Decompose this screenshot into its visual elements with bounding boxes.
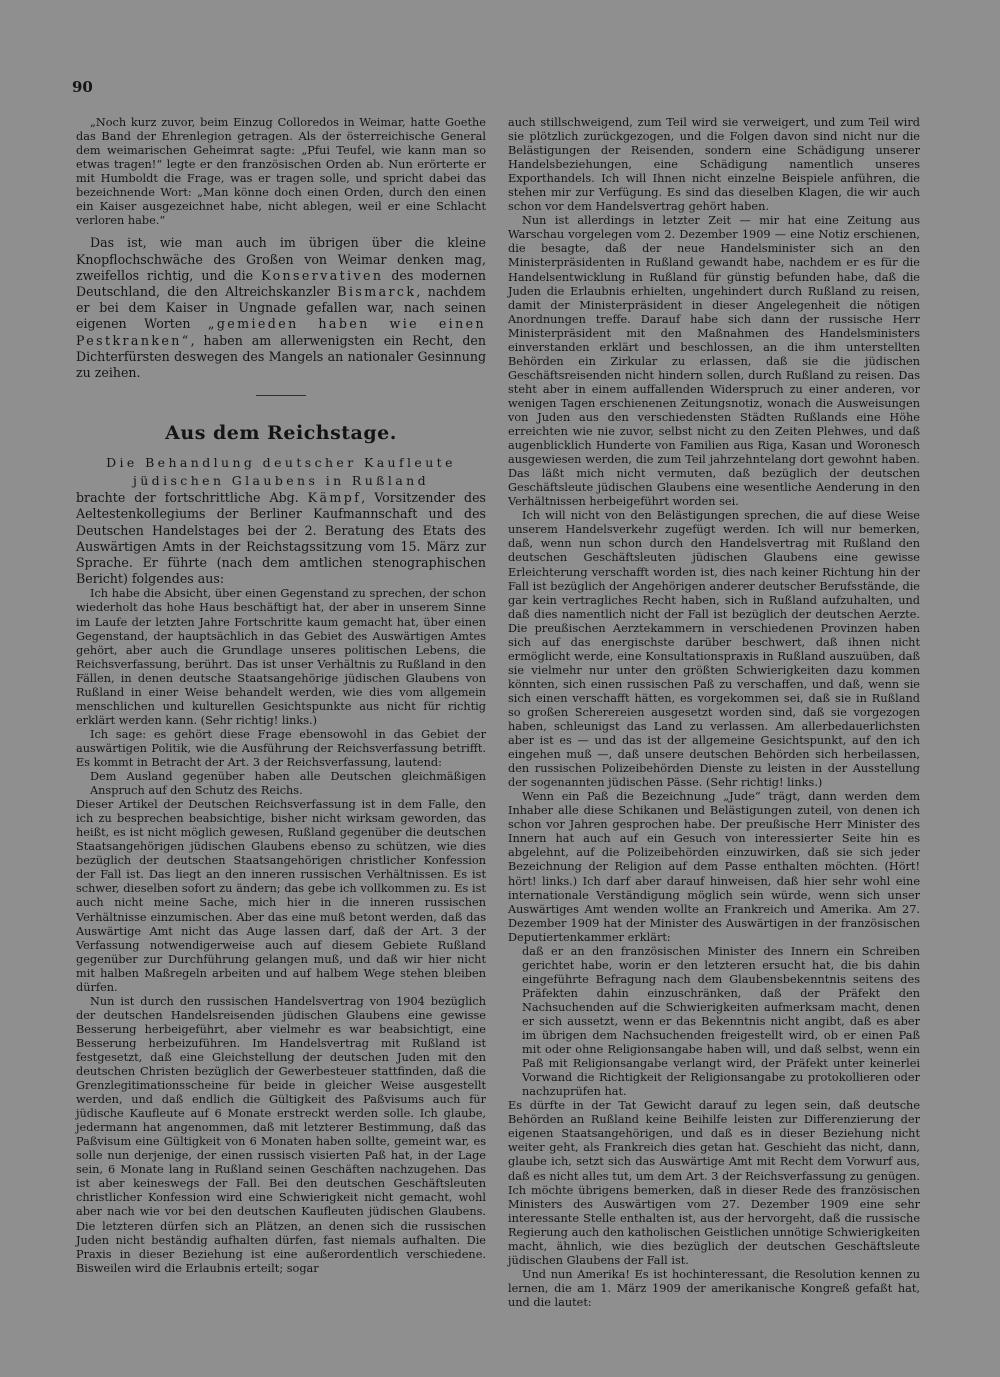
speech-paragraph: Wenn ein Paß die Bezeichnung „Jude“ trägt, dann werden dem Inhaber alle diese Schikanen und Belästigungen zuteil, von denen ich schon vor Jahren gesprochen habe. Der preußische Herr Minister des Innern hat auch auf ein Gesuch von interessierter Seite hin es abgelehnt, auf die Polizeibehörden einzuwirken, daß sie sich jeder Bezeichnung der Religion auf dem Passe enthalten möchten. (Hört! hört! links.) Ich darf aber darauf hinweisen, daß hier sehr wohl eine internationale Verständigung möglich sein würde, wenn sich unser Auswärtiges Amt wenden wollte an Frankreich und Amerika. Am 27. Dezember 1909 hat der Minister des Auswärtigen in der französischen Deputiertenkammer erklärt: [508, 790, 920, 944]
speech-paragraph: auch stillschweigend, zum Teil wird sie verweigert, und zum Teil wird sie plötzlich zurückgezogen, und die Folgen davon sind nicht nur die Belästigungen der Reisenden, sondern eine Schädigung unserer Handelsbeziehungen, eine Schädigung namentlich unseres Exporthandels. Ich will Ihnen nicht einzelne Beispiele anführen, die stehen mir zur Verfügung. Es sind das dieselben Klagen, die wir auch schon vor dem Handelsvertrag gehört haben. [508, 116, 920, 214]
commentary-paragraph: Das ist, wie man auch im übrigen über die kleine Knopflochschwäche des Großen von Weimar denken mag, zweifellos richtig, und die Konservativen des modernen Deutschland, die den Altreichskanzler Bismarck, nachdem er bei dem Kaiser in Ungnade gefallen war, nach seinen eigenen Worten „gemieden haben wie einen Pestkranken“, haben am allerwenigsten ein Recht, den Dichterfürsten deswegen des Mangels an nationaler Gesinnung zu zeihen. [76, 235, 486, 380]
section-divider [256, 395, 306, 396]
goethe-quote: „Noch kurz zuvor, beim Einzug Colloredos in Weimar, hatte Goethe das Band der Ehrenlegion getragen. Als der österreichische General dem weimarischen Geheimrat sagte: „Pfui Teufel, wie kann man so etwas tragen!“ legte er den französischen Orden ab. Nun erörterte er mit Humboldt die Frage, was er tragen solle, und spricht dabei das bezeichnende Wort: „Man könne doch einen Orden, durch den einen ein Kaiser ausgezeichnet habe, nicht ablegen, weil er eine Schlacht verloren habe.“ [76, 116, 486, 228]
constitution-quote: Dem Ausland gegenüber haben alle Deutschen gleichmäßigen Anspruch auf den Schutz des Reichs. [90, 770, 486, 798]
speech-paragraph: Dieser Artikel der Deutschen Reichsverfassung ist in dem Falle, den ich zu besprechen beabsichtige, bisher nicht wirksam geworden, das heißt, es ist nicht möglich gewesen, Rußland gegenüber die deutschen Staatsangehörigen jüdischen Glaubens ebenso zu schützen, wie dies bezüglich der deutschen Staatsangehörigen christlicher Konfession der Fall ist. Das liegt an den inneren russischen Verhältnissen. Es ist schwer, dieselben sofort zu ändern; das gebe ich vollkommen zu. Es ist auch nicht meine Sache, mich hier in die inneren russischen Verhältnisse einzumischen. Aber das eine muß betont werden, daß das Auswärtige Amt nicht das Auge lassen darf, daß der Art. 3 der Verfassung notwendigerweise auch auf diesem Gebiete Rußland gegenüber zur Durchführung gelangen muß, und daß wir hier nicht mit halben Maßregeln arbeiten und auf halbem Wege stehen bleiben dürfen. [76, 798, 486, 994]
speech-paragraph: Ich sage: es gehört diese Frage ebensowohl in das Gebiet der auswärtigen Politik, wie die Ausführung der Reichsverfassung betrifft. Es kommt in Betracht der Art. 3 der Reichsverfassung, lautend: [76, 727, 486, 769]
speech-paragraph: Ich habe die Absicht, über einen Gegenstand zu sprechen, der schon wiederholt das hohe Haus beschäftigt hat, der aber in unserem Sinne im Laufe der letzten Jahre Fortschritte kaum gemacht hat, über einen Gegenstand, der hauptsächlich in das Gebiet des Auswärtigen Amtes gehört, aber auch die Grundlage unseres politischen Lebens, die Reichsverfassung, berührt. Das ist unser Verhältnis zu Rußland in den Fällen, in denen deutsche Staatsangehörige jüdischen Glaubens von Rußland in einer Weise behandelt werden, wie dies vom allgemein menschlichen und kulturellen Gesichtspunkte aus nicht für richtig erklärt werden kann. (Sehr richtig! links.) [76, 587, 486, 727]
section-title: Aus dem Reichstage. [165, 422, 397, 445]
intro-paragraph: brachte der fortschrittliche Abg. Kämpf, Vorsitzender des Aeltestenkollegiums der Berliner Kaufmannschaft und des Deutschen Handelstages bei der 2. Beratung des Etats des Auswärtigen Amts in der Reichstagssitzung vom 15. März zur Sprache. Er führte (nach dem amtlichen stenographischen Bericht) folgendes aus: [76, 490, 486, 587]
speech-paragraph: Nun ist allerdings in letzter Zeit — mir hat eine Zeitung aus Warschau vorgelegen vom 2. Dezember 1909 — eine Notiz erschienen, die besagte, daß der neue Handelsminister sich an den Ministerpräsidenten in Rußland gewandt habe, nachdem er es für die Handelsentwicklung in Rußland für günstig befunden habe, daß die Juden die Erlaubnis erhielten, ungehindert durch Rußland zu reisen, damit der Ministerpräsident in dieser Angelegenheit die nötigen Anordnungen treffe. Darauf habe sich dann der russische Herr Ministerpräsident mit den Maßnahmen des Handelsministers einverstanden erklärt und beschlossen, an die ihm unterstellten Behörden ein Zirkular zu erlassen, daß sie die jüdischen Geschäftsreisenden nicht hindern sollen, durch Rußland zu reisen. Das steht aber in einem auffallenden Widerspruch zu einer anderen, vor wenigen Tagen erschienenen Zeitungsnotiz, wonach die Ausweisungen von Juden aus den verschiedensten Städten Rußlands eine Höhe erreichten wie nie zuvor, selbst nicht zu den Zeiten Plehwes, und daß augenblicklich Hunderte von Familien aus Riga, Kasan und Woronesch ausgewiesen werden, die zum Teil jahrzehntelang dort gewohnt haben. Das läßt mich nicht vermuten, daß bezüglich der deutschen Geschäftsleute jüdischen Glaubens eine wesentliche Aenderung in den Verhältnissen herbeigeführt worden sei. [508, 214, 920, 509]
right-column [508, 116, 920, 1310]
left-column [76, 116, 486, 1276]
speech-paragraph: Es dürfte in der Tat Gewicht darauf zu legen sein, daß deutsche Behörden an Rußland keine Beihilfe leisten zur Differenzierung der eigenen Staatsangehörigen, und daß es in dieser Beziehung nicht weiter geht, als Frankreich dies getan hat. Geschieht das nicht, dann, glaube ich, setzt sich das Auswärtige Amt mit Recht dem Vorwurf aus, daß es nicht alles tut, um dem Art. 3 der Reichsverfassung zu genügen. Ich möchte übrigens bemerken, daß in dieser Rede des französischen Ministers des Auswärtigen vom 27. Dezember 1909 eine sehr interessante Stelle enthalten ist, aus der hervorgeht, daß die russische Regierung auch den katholischen Geistlichen unnötige Schwierigkeiten macht, ähnlich, wie dies bezüglich der deutschen Geschäftsleute jüdischen Glaubens der Fall ist. [508, 1099, 920, 1267]
speech-paragraph: Ich will nicht von den Belästigungen sprechen, die auf diese Weise unserem Handelsverkehr zugefügt werden. Ich will nur bemerken, daß, wenn nun schon durch den Handelsvertrag mit Rußland den deutschen Geschäftsleuten jüdischen Glaubens eine gewisse Erleichterung verschafft worden ist, dies nach keiner Richtung hin der Fall ist bezüglich der Angehörigen anderer deutscher Berufsstände, die gar kein vertragliches Recht haben, sich in Rußland aufzuhalten, und daß dies namentlich nicht der Fall ist bezüglich der deutschen Aerzte. Die preußischen Aerztekammern in verschiedenen Provinzen haben sich auf das energischste darüber beschwert, daß ihnen nicht ermöglicht werde, eine Konsultationspraxis in Rußland auszuüben, daß sie vielmehr nur unter den größten Schwierigkeiten dazu kommen könnten, sich einen russischen Paß zu verschaffen, und daß, wenn sie sich einen verschafft hätten, es vorgekommen sei, daß sie in Rußland so großen Scherereien ausgesetzt worden sind, daß sie vorgezogen haben, schleunigst das Land zu verlassen. Am allerbedauerlichsten aber ist es — und das ist der allgemeine Gesichtspunkt, auf den ich eingehen muß —, daß unsere deutschen Behörden sich herbeilassen, den russischen Polizeibehörden Dienste zu leisten in der Ausstellung der sogenannten jüdischen Pässe. (Sehr richtig! links.) [508, 509, 920, 790]
speech-paragraph: Nun ist durch den russischen Handelsvertrag von 1904 bezüglich der deutschen Handelsreisenden jüdischen Glaubens eine gewisse Besserung herbeigeführt, aber vielmehr es war beabsichtigt, eine Besserung herbeizuführen. Im Handelsvertrag mit Rußland ist festgesetzt, daß eine Gleichstellung der deutschen Juden mit den deutschen Christen bezüglich der Gewerbesteuer stattfinden, daß die Grenzlegitimationsscheine für beide in gleicher Weise ausgestellt werden, und daß endlich die Gültigkeit des Paßvisums auch für jüdische Kaufleute auf 6 Monate erstreckt werden solle. Ich glaube, jedermann hat angenommen, daß mit letzterer Bestimmung, daß das Paßvisum eine Gültigkeit von 6 Monaten haben sollte, gemeint war, es solle nun derjenige, der einen russisch visierten Paß hat, in der Lage sein, 6 Monate lang in Rußland seinen Geschäften nachzugehen. Das ist aber keineswegs der Fall. Bei den deutschen Geschäftsleuten christlicher Konfession wird eine Schwierigkeit nicht gemacht, wohl aber nach wie vor bei den deutschen Kaufleuten jüdischen Glaubens. Die letzteren dürfen sich an Plätzen, an denen sich die russischen Juden nicht beständig aufhalten dürfen, fast niemals aufhalten. Die Praxis in dieser Beziehung ist eine außerordentlich verschiedene. Bisweilen wird die Erlaubnis erteilt; sogar [76, 994, 486, 1275]
speech-paragraph: Und nun Amerika! Es ist hochinteressant, die Resolution kennen zu lernen, die am 1. März 1909 der amerikanische Kongreß gefaßt hat, und die lautet: [508, 1267, 920, 1309]
french-minister-quote: daß er an den französischen Minister des Innern ein Schreiben gerichtet habe, worin er den letzteren ersucht hat, die bis dahin eingeführte Befragung nach dem Glaubensbekenntnis seitens des Präfekten dahin einzuschränken, daß der Präfekt den Nachsuchenden auf die Schwierigkeiten aufmerksam macht, denen er sich aussetzt, wenn er das Bekenntnis nicht angibt, daß es aber im übrigen dem Nachsuchenden freigestellt wird, ob er einen Paß mit oder ohne Religionsangabe haben will, und daß selbst, wenn ein Paß mit Religionsangabe verlangt wird, der Präfekt unter keinerlei Vorwand die Richtigkeit der Religionsangabe zu protokollieren oder nachzuprüfen hat. [522, 944, 920, 1099]
section-subtitle-line2: jüdischen Glaubens in Rußland [132, 473, 430, 489]
page-number: 90 [72, 78, 93, 96]
section-subtitle-line1: Die Behandlung deutscher Kaufleute [106, 455, 456, 471]
